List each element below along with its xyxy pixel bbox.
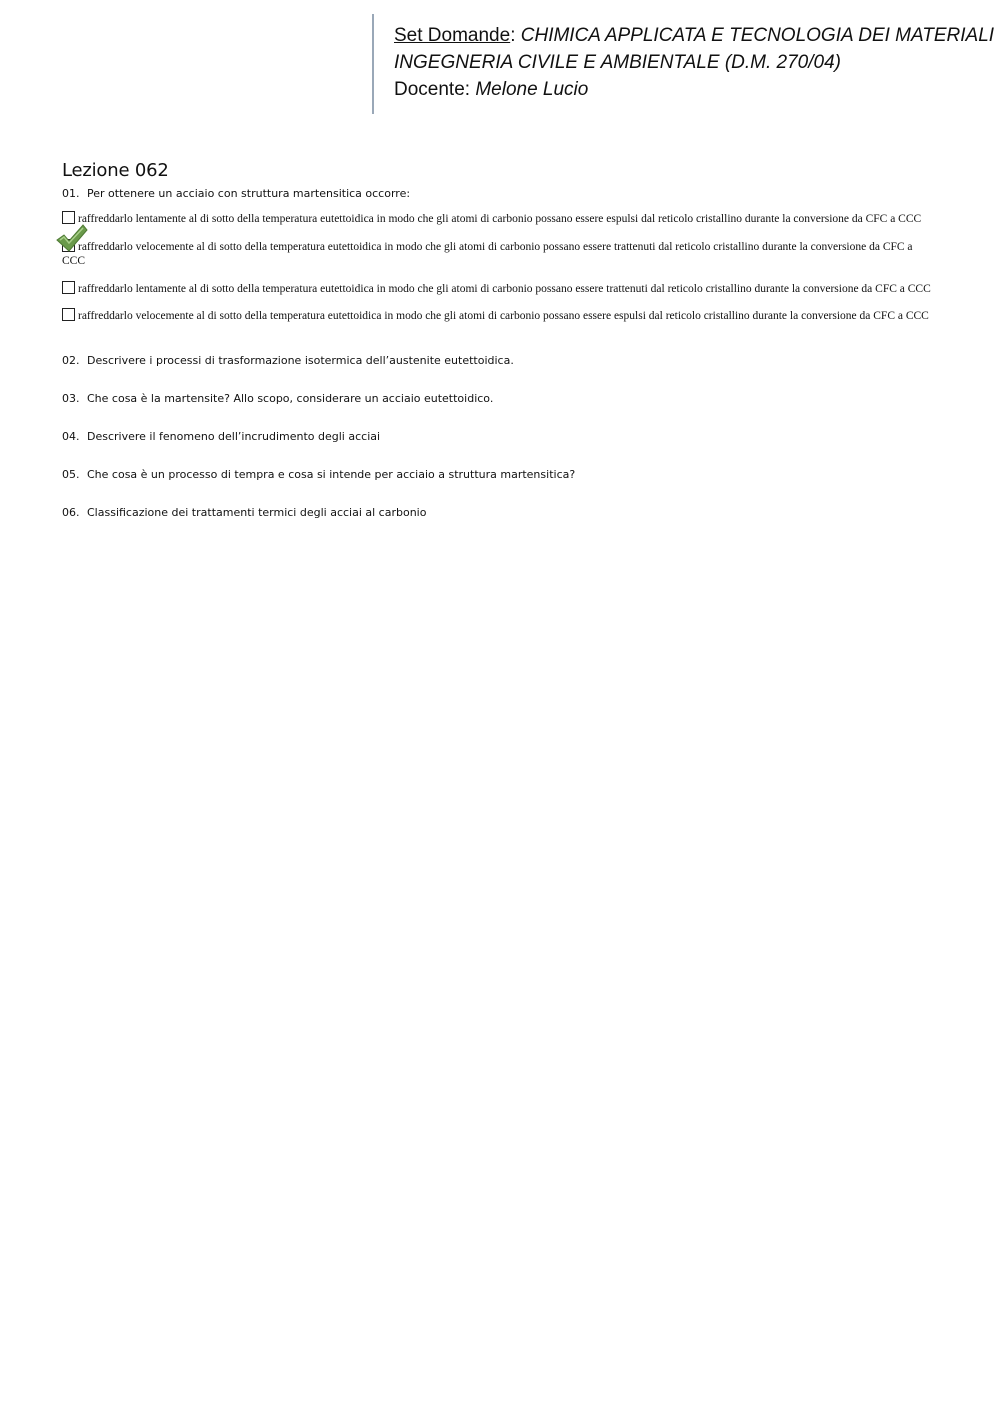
answer-option-2 [62, 239, 942, 269]
course-name-line1: CHIMICA APPLICATA E TECNOLOGIA DEI MATERIALI [520, 25, 995, 46]
lesson-title: Lezione 062 [62, 160, 169, 181]
question-text: Che cosa è un processo di tempra e cosa si intende per acciaio a struttura martensitica? [87, 467, 576, 481]
question-number: 04. [62, 429, 80, 443]
checkmark-icon [54, 221, 88, 255]
question-text: Descrivere il fenomeno dell’incrudimento degli acciai [87, 429, 381, 443]
question-number: 02. [62, 353, 80, 367]
answer-option-4 [62, 308, 942, 324]
teacher-label: Docente: [394, 79, 471, 100]
question-06 [62, 506, 942, 520]
answer-checkbox[interactable] [62, 308, 75, 321]
question-text: Descrivere i processi di trasformazione isotermica dell’austenite eutettoidica. [87, 353, 514, 367]
answer-checkbox[interactable] [62, 281, 75, 294]
set-colon: : [510, 25, 516, 46]
answer-text: raffreddarlo velocemente al di sotto della temperatura eutettoidica in modo che gli atomi di carbonio possano essere trattenuti dal reticolo cristallino durante la conversione da CFC a CCC [62, 240, 913, 267]
question-text: Per ottenere un acciaio con struttura martensitica occorre: [87, 187, 411, 200]
question-text: Che cosa è la martensite? Allo scopo, considerare un acciaio eutettoidico. [87, 391, 494, 405]
lesson-content [62, 160, 942, 520]
question-text: Classificazione dei trattamenti termici degli acciai al carbonio [87, 505, 427, 519]
answer-option-1 [62, 211, 942, 227]
teacher-line [394, 76, 998, 103]
answer-text: raffreddarlo lentamente al di sotto della temperatura eutettoidica in modo che gli atomi di carbonio possano essere trattenuti dal reticolo cristallino durante la conversione da CFC a CCC [78, 282, 931, 295]
question-04 [62, 430, 942, 444]
question-03 [62, 392, 942, 406]
answer-option-3 [62, 281, 942, 297]
question-01 [62, 187, 942, 201]
question-number: 05. [62, 467, 80, 481]
set-label: Set Domande [394, 25, 511, 46]
course-line-2 [394, 49, 998, 76]
answer-text: raffreddarlo lentamente al di sotto della temperatura eutettoidica in modo che gli atomi di carbonio possano essere espulsi dal reticolo cristallino durante la conversione da CFC a CCC [78, 213, 922, 225]
question-02 [62, 354, 942, 368]
course-name-line2: INGEGNERIA CIVILE E AMBIENTALE (D.M. 270/04) [394, 52, 841, 73]
answer-text: raffreddarlo velocemente al di sotto della temperatura eutettoidica in modo che gli atomi di carbonio possano essere espulsi dal reticolo cristallino durante la conversione da CFC a CCC [78, 310, 929, 322]
question-number: 06. [62, 505, 80, 519]
document-header [372, 14, 998, 114]
course-line-1 [394, 22, 998, 49]
question-05 [62, 468, 942, 482]
question-number: 03. [62, 391, 80, 405]
question-number: 01. [62, 187, 80, 200]
teacher-name: Melone Lucio [475, 79, 589, 100]
